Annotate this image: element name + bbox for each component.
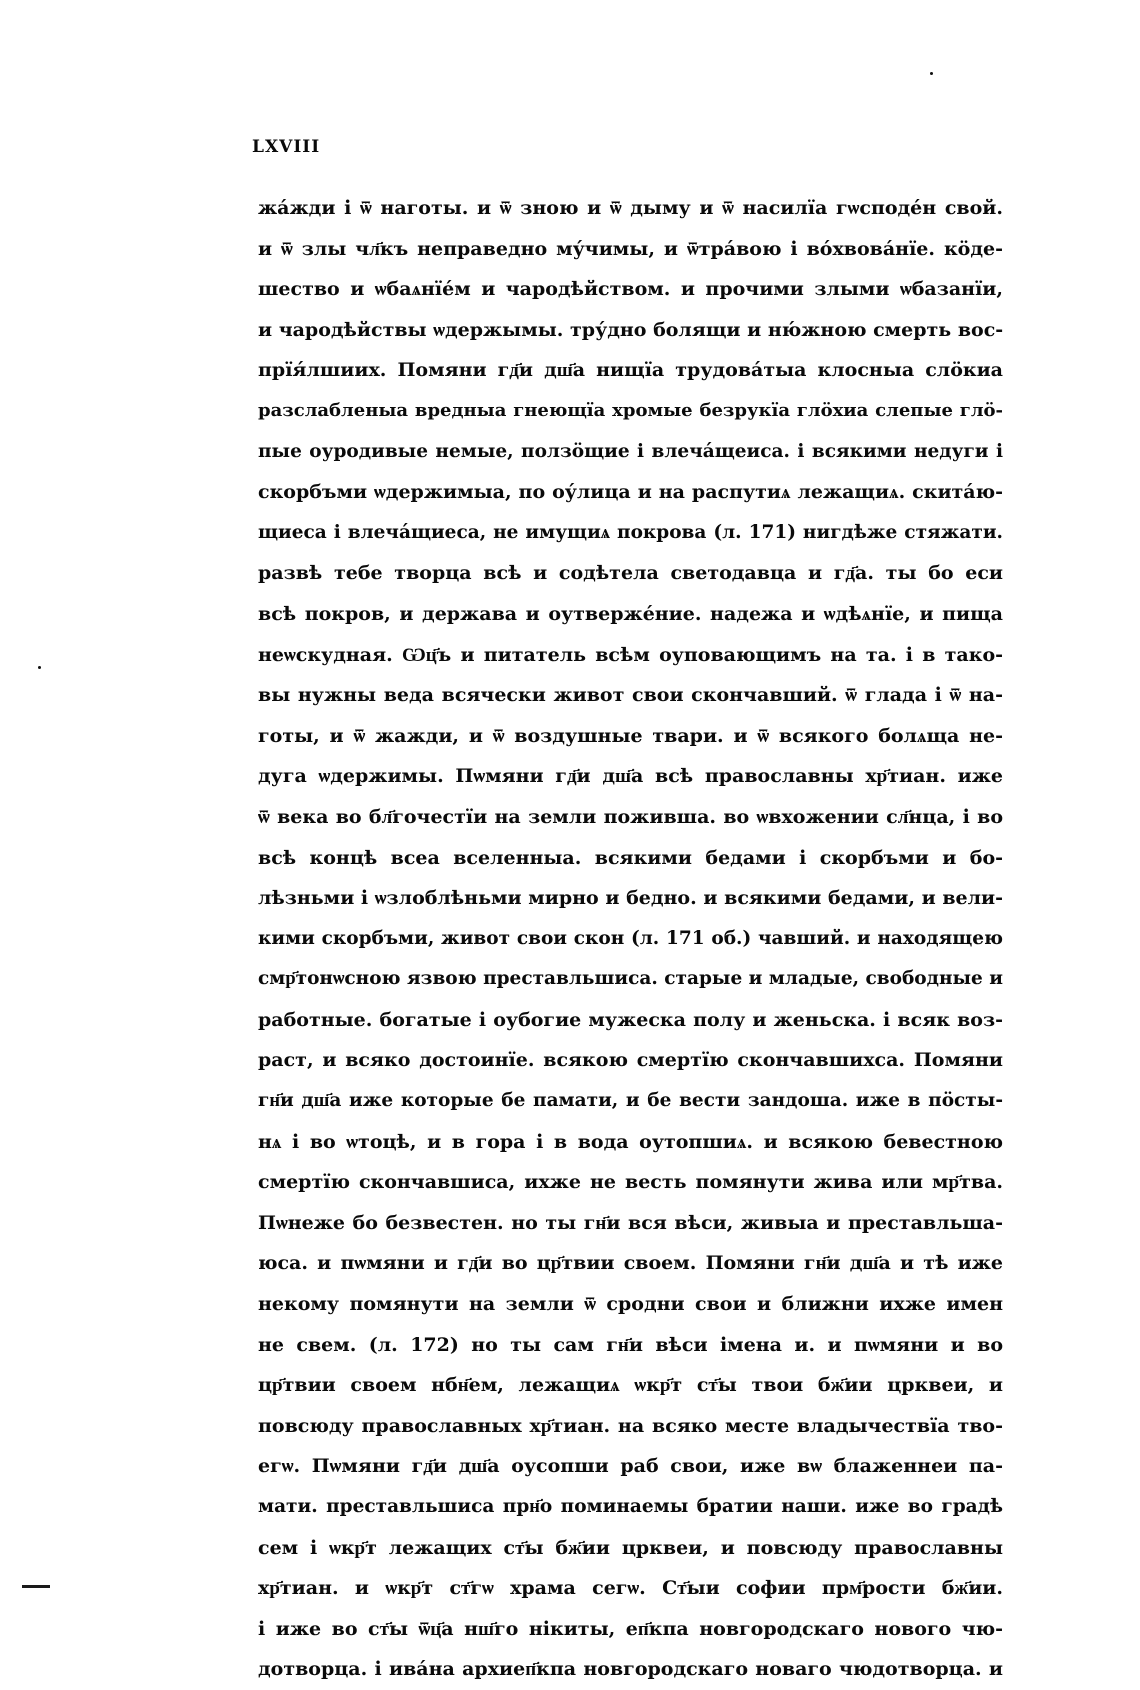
- text-line: смр҃тонѡсною язвою преставльшиса. старые и младые, свободные и: [258, 968, 1003, 990]
- text-line: цр҃твии своем нбн҃ем, лежащиѧ ѡкр҃т ст҃ы твои бж҃ии црквеи, и: [258, 1374, 1003, 1397]
- text-line: работные. богатые і оубогие мужеска полу и женьска. і всяк воз-: [258, 1008, 1003, 1031]
- text-line: дуга ѡдержимы. Пѡмяни гд҃и дш҃а всѣ православны хр҃тиан. иже: [258, 765, 1003, 788]
- text-line: мати. преставльшиса прн҃о поминаемы братии наши. иже во градѣ: [258, 1496, 1003, 1517]
- text-line: лѣзньми і ѡзлоблѣньми мирно и бедно. и всякими бедами, и вели-: [258, 887, 1003, 910]
- text-line: разслабленыа вредныа гнеющїа хромые безрукїа глӧхиа слепые глӧ-: [258, 399, 1003, 421]
- text-line: всѣ концѣ всеа вселенныа. всякими бедами і скорбъми и бо-: [258, 846, 1003, 869]
- text-line: шество и ѡбаѧнїе́м и чародѣйством. и прочими злыми ѡбазанїи,: [258, 278, 1003, 301]
- text-line: и ѿ злы чл҃къ неправедно му́чимы, и ѿтра́вою і во́хвова́нїе. кӧде-: [258, 237, 1003, 260]
- text-line: щиеса і влеча́щиеса, не имущиѧ покрова (л. 171) нигдѣже стяжати.: [258, 521, 1003, 543]
- text-line: некому помянути на земли ѿ сродни свои и ближни ихже имен: [258, 1293, 1003, 1316]
- text-line: кими скорбъми, живот свои скон (л. 171 об.) чавший. и находящею: [258, 927, 1003, 949]
- text-line: і иже во ст҃ы ѿц҃а нш҃го нікиты, еп҃кпа новгородскаго нового чю-: [258, 1617, 1003, 1640]
- text-line: смертїю скончавшиса, ихже не весть помянути жива или мр҃тва.: [258, 1171, 1003, 1194]
- text-line: сем і ѡкр҃т лежащих ст҃ы бж҃ии црквеи, и повсюду православны: [258, 1536, 1003, 1559]
- text-line: развѣ тебе творца всѣ и содѣтела светодавца и гд҃а. ты бо еси: [258, 562, 1003, 585]
- text-line: готы, и ѿ жажди, и ѿ воздушные твари. и ѿ всякого болѧща не-: [258, 724, 1003, 747]
- margin-mark: [22, 1585, 50, 1588]
- text-line: прїя́лшиих. Помяни гд҃и дш҃а нищїа трудова́тыа клосныа слӧкиа: [258, 359, 1003, 382]
- text-line: дотворца. і ива́на архиеп҃кпа новгородскаго новаго чюдотворца. и: [258, 1658, 1003, 1681]
- text-line: пые оуродивые немые, ползӧщие і влеча́щеиса. і всякими недуги і: [258, 440, 1003, 462]
- speck-mark: [38, 666, 41, 669]
- text-line: жа́жди і ѿ наготы. и ѿ зною и ѿ дыму и ѿ насилїа гѡсподе́н свой.: [258, 197, 1003, 219]
- body-text: [258, 188, 1003, 1690]
- page-number: LXVIII: [252, 137, 321, 157]
- text-line: скорбъми ѡдержимыа, по оу́лица и на распутиѧ лежащиѧ. скита́ю-: [258, 481, 1003, 504]
- text-line: хр҃тиан. и ѡкр҃т ст҃гѡ храма сегѡ. Ст҃ыи софии прм҃рости бж҃ии.: [258, 1577, 1003, 1600]
- text-line: раст, и всяко достоинїе. всякою смертїю скончавшихса. Помяни: [258, 1049, 1003, 1072]
- text-line: и чародѣйствы ѡдержымы. тру́дно болящи и ню́жною смерть вос-: [258, 318, 1003, 341]
- text-line: Пѡнеже бо безвестен. но ты гн҃и вся вѣси, живыа и преставльша-: [258, 1211, 1003, 1234]
- text-line: всѣ покров, и держава и оутверже́ние. надежа и ѡдѣѧнїе, и пища: [258, 602, 1003, 625]
- text-line: гн҃и дш҃а иже которые бе памати, и бе вести зандоша. иже в пӧсты-: [258, 1090, 1003, 1112]
- text-line: неѡскудная. Ѡц҃ъ и питатель всѣм оуповающимъ на та. і в тако-: [258, 643, 1003, 666]
- text-line: не свем. (л. 172) но ты сам гн҃и вѣси імена и. и пѡмяни и во: [258, 1333, 1003, 1356]
- text-line: егѡ. Пѡмяни гд҃и дш҃а оусопши раб свои, иже вѡ блаженнеи па-: [258, 1455, 1003, 1478]
- text-line: вы нужны веда всячески живот свои скончавший. ѿ глада і ѿ на-: [258, 684, 1003, 707]
- text-line: юса. и пѡмяни и гд҃и во цр҃твии своем. Помяни гн҃и дш҃а и тѣ иже: [258, 1252, 1003, 1275]
- text-line: нѧ і во ѡтоцѣ, и в гора і в вода оутопшиѧ. и всякою бевестною: [258, 1130, 1003, 1153]
- speck-mark: [930, 72, 933, 75]
- text-line: повсюду православных хр҃тиан. на всяко месте владычествїа тво-: [258, 1414, 1003, 1437]
- text-line: ѿ века во бл҃гочестїи на земли поживша. во ѡвхожении сл҃нца, і во: [258, 805, 1003, 828]
